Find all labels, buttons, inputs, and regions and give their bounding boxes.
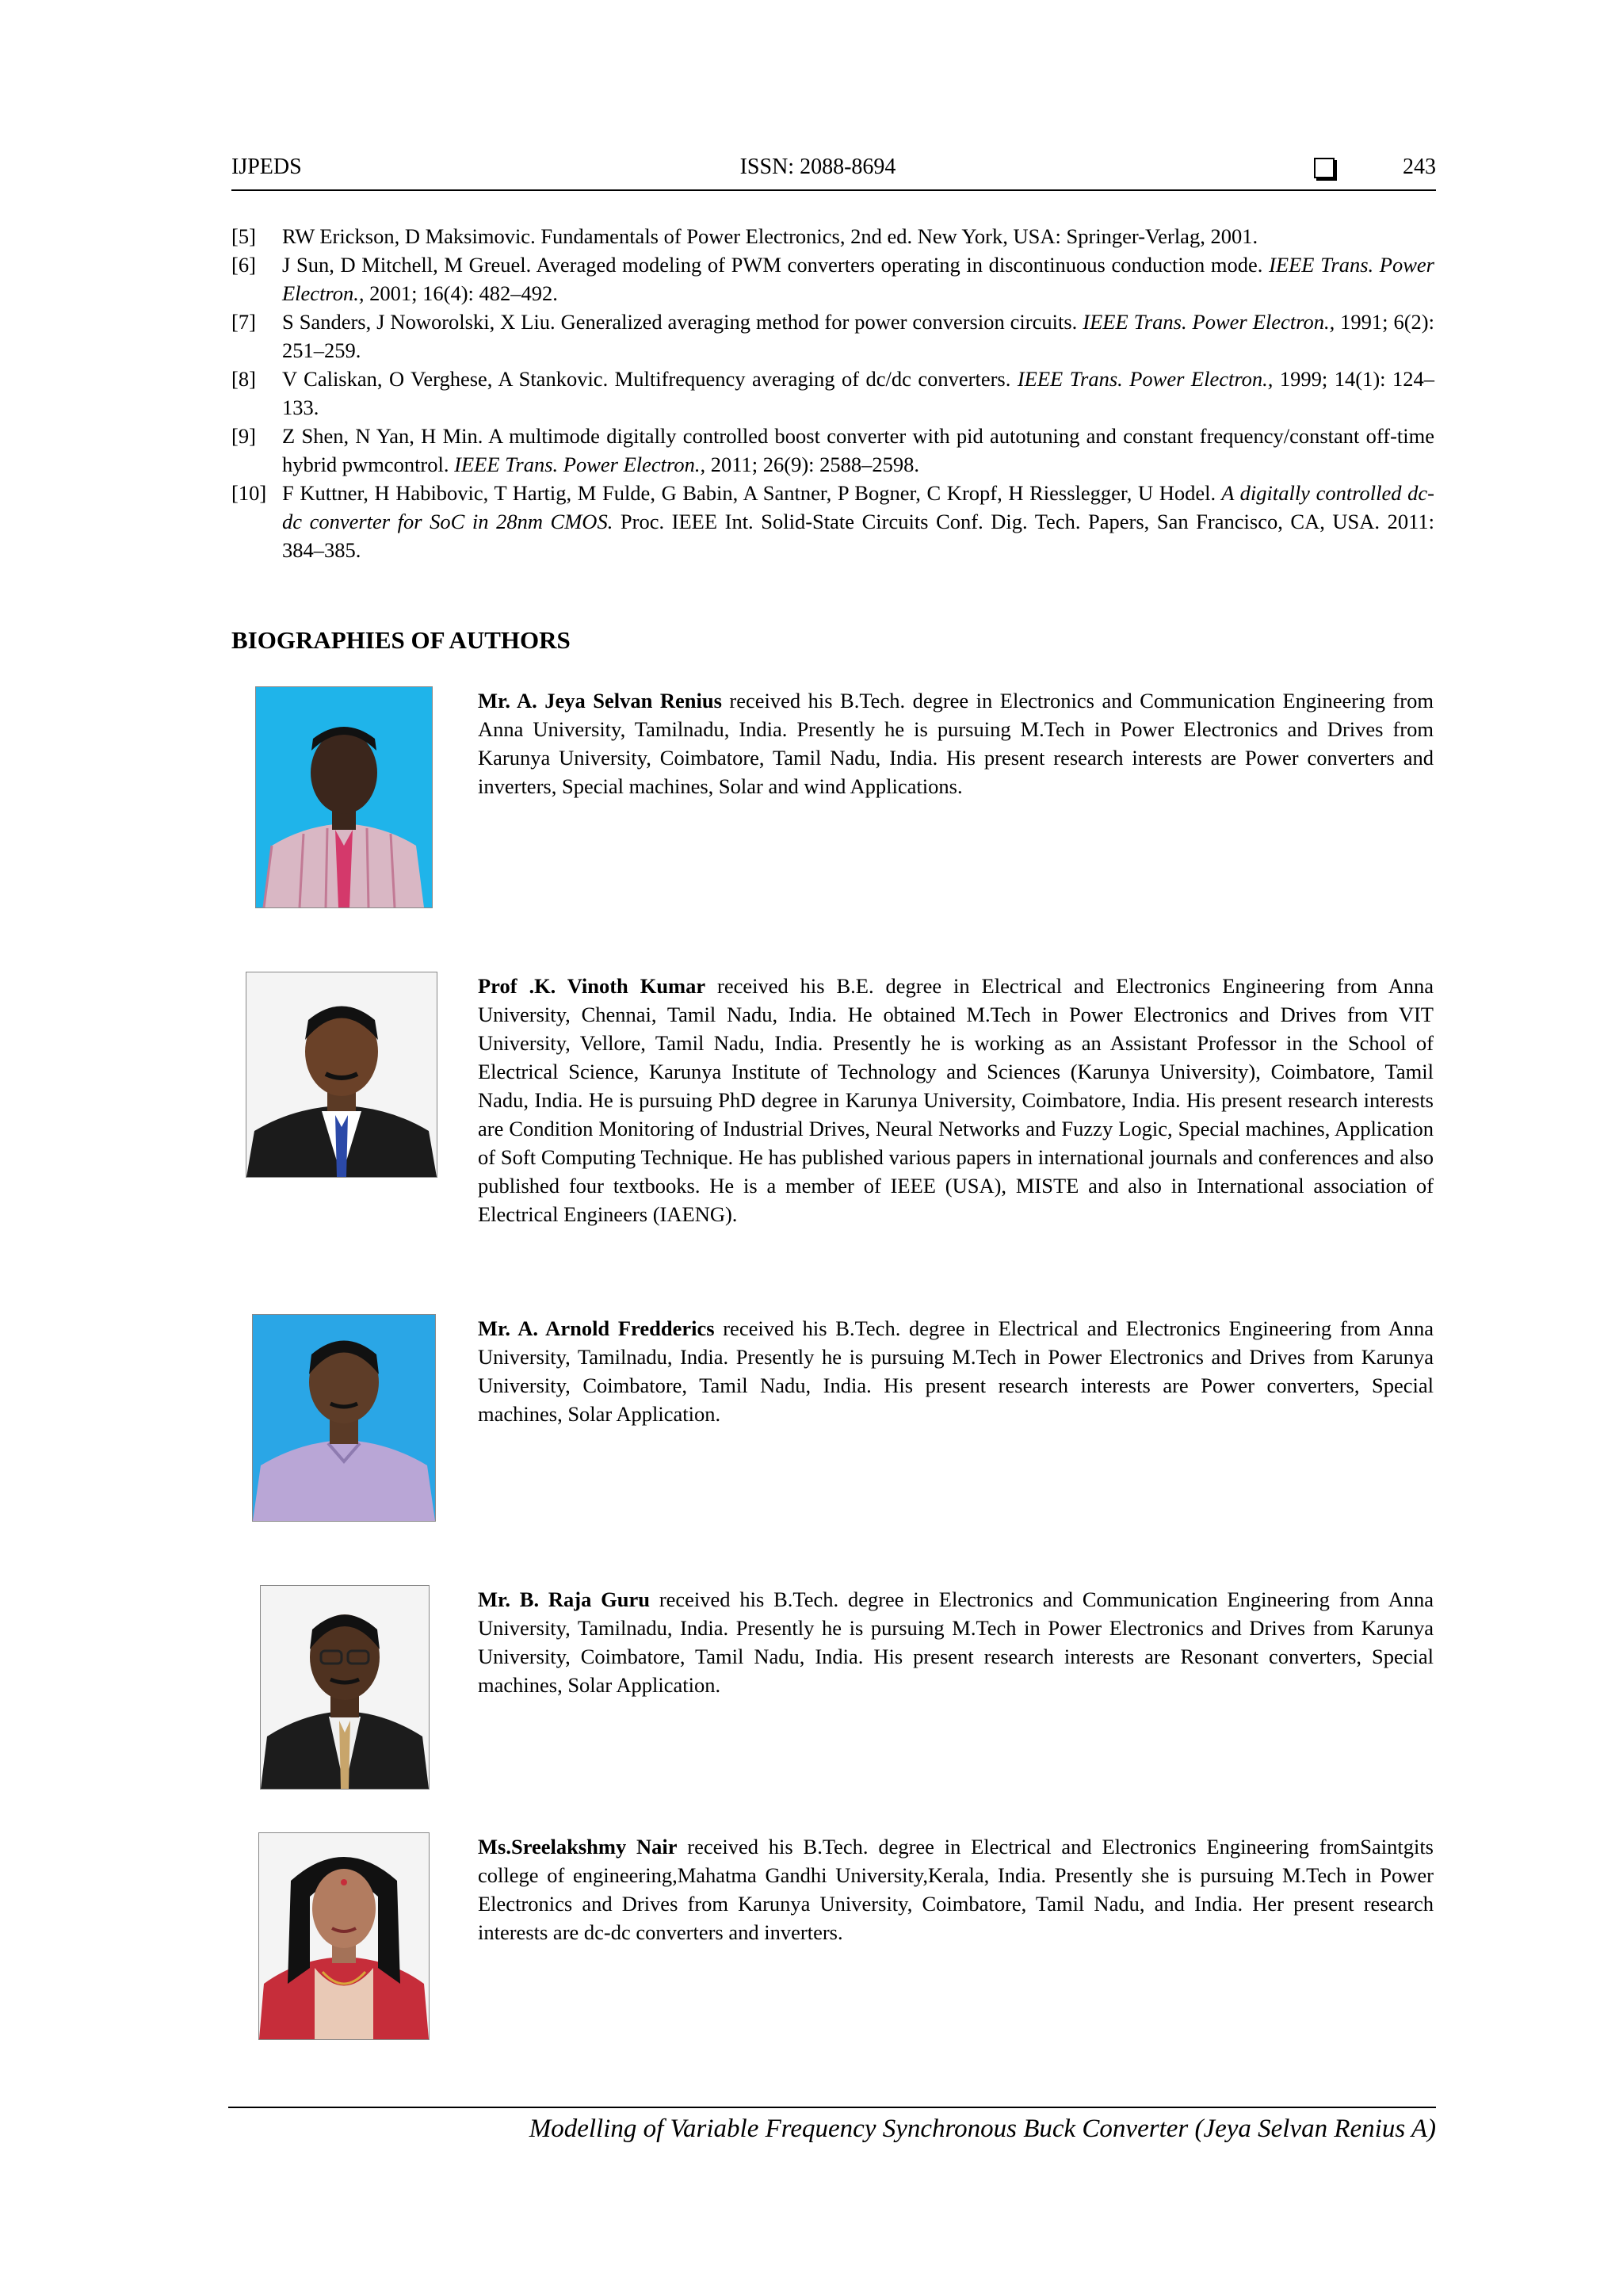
reference-journal: IEEE Trans. Power Electron.,	[282, 253, 1434, 305]
author-name: Mr. A. Arnold Fredderics	[478, 1316, 715, 1340]
reference-tail: 2011; 26(9): 2588–2598.	[705, 453, 920, 476]
bio-text	[478, 972, 1434, 1228]
page-number: 243	[1403, 155, 1436, 179]
reference-number: [8]	[231, 367, 256, 391]
issn: ISSN: 2088-8694	[739, 155, 896, 179]
reference-text: J Sun, D Mitchell, M Greuel. Averaged modeling of PWM converters operating in discontinuous conduction mode.	[282, 253, 1263, 277]
bio-text	[478, 686, 1434, 800]
reference-text: V Caliskan, O Verghese, A Stankovic. Multifrequency averaging of dc/dc converters.	[282, 367, 1011, 391]
author-name: Prof .K. Vinoth Kumar	[478, 974, 706, 998]
reference-journal: A digitally controlled dc-dc converter for SoC in 28nm CMOS.	[282, 481, 1434, 533]
author-photo	[260, 1585, 430, 1790]
bio-body: received his B.Tech. degree in Electrical and Electronics Engineering from Anna University, Tamilnadu, India. Presently he is pursuing M.Tech in Power Electronics and Drives from Karunya University, Coimbatore, Tamil Nadu, India. His present research interests are Power converters, Special machines, Solar Application.	[478, 1316, 1434, 1426]
reference-item	[231, 479, 1434, 564]
reference-text: S Sanders, J Noworolski, X Liu. Generalized averaging method for power conversion circuits.	[282, 310, 1078, 334]
reference-item	[231, 365, 1434, 422]
reference-tail: 1991; 6(2): 251–259.	[282, 310, 1434, 362]
reference-tail: Proc. IEEE Int. Solid-State Circuits Conf. Dig. Tech. Papers, San Francisco, CA, USA. 2011: 384–385.	[282, 510, 1434, 562]
bio-body: received his B.Tech. degree in Electrical and Electronics Engineering fromSaintgits college of engineering,Mahatma Gandhi University,Kerala, India. Presently she is pursuing M.Tech in Power Electronics and Drives from Karunya University, Coimbatore, Tamil Nadu, and India. Her present research interests are dc-dc converters and inverters.	[478, 1835, 1434, 1944]
bio-body: received his B.Tech. degree in Electronics and Communication Engineering from Anna University, Tamilnadu, India. Presently he is pursuing M.Tech in Power Electronics and Drives from Karunya University, Coimbatore, Tamil Nadu, India. His present research interests are Resonant converters, Special machines, Solar Application.	[478, 1587, 1434, 1697]
author-portrait-icon	[259, 1833, 429, 2039]
reference-text: Z Shen, N Yan, H Min. A multimode digitally controlled boost converter with pid autotuning and constant frequency/constant off-time hybrid pwmcontrol.	[282, 424, 1434, 476]
running-footer	[228, 2107, 1436, 2143]
author-name: Ms.Sreelakshmy Nair	[478, 1835, 678, 1859]
reference-item	[231, 222, 1434, 250]
reference-tail: 1999; 14(1): 124–133.	[282, 367, 1435, 419]
reference-item	[231, 308, 1434, 365]
author-photo	[258, 1832, 430, 2040]
author-photo	[252, 1314, 436, 1522]
author-photo	[246, 972, 437, 1178]
bio-text	[478, 1585, 1434, 1699]
running-header	[231, 155, 1436, 191]
reference-journal: IEEE Trans. Power Electron.,	[1077, 310, 1335, 334]
author-portrait-icon	[246, 972, 437, 1177]
biographies-heading: BIOGRAPHIES OF AUTHORS	[231, 626, 571, 654]
reference-text: RW Erickson, D Maksimovic. Fundamentals of Power Electronics, 2nd ed. New York, USA: Springer-Verlag, 2001.	[282, 224, 1258, 248]
author-photo	[255, 686, 433, 908]
reference-number: [5]	[231, 224, 256, 248]
bio-body: received his B.E. degree in Electrical and Electronics Engineering from Anna University, Chennai, Tamil Nadu, India. He obtained M.Tech in Power Electronics and Drives from VIT University, Vellore, Tamil Nadu, India. Presently he is working as an Assistant Professor in the School of Electrical Science, Karunya Institute of Technology and Sciences (Karunya University), Coimbatore, Tamil Nadu, India. He is pursuing PhD degree in Karunya University, Coimbatore, India. His present research interests are Condition Monitoring of Industrial Drives, Neural Networks and Fuzzy Logic, Special machines, Application of Soft Computing Technique. He has published various papers in international journals and conferences and also published four textbooks. He is a member of IEEE (USA), MISTE and also in International association of Electrical Engineers (IAENG).	[478, 974, 1434, 1226]
reference-number: [6]	[231, 253, 256, 277]
reference-journal: IEEE Trans. Power Electron.,	[449, 453, 706, 476]
footer-title: Modelling of Variable Frequency Synchronous Buck Converter (Jeya Selvan Renius A)	[529, 2115, 1436, 2143]
author-name: Mr. B. Raja Guru	[478, 1587, 651, 1611]
reference-number: [7]	[231, 310, 256, 334]
reference-item	[231, 250, 1434, 308]
reference-text: F Kuttner, H Habibovic, T Hartig, M Fulde, G Babin, A Santner, P Bogner, C Kropf, H Riesslegger, U Hodel.	[282, 481, 1216, 505]
journal-name: IJPEDS	[231, 155, 302, 179]
author-name: Mr. A. Jeya Selvan Renius	[478, 689, 722, 712]
bio-text	[478, 1832, 1434, 1946]
author-portrait-icon	[253, 1315, 435, 1521]
bio-body: received his B.Tech. degree in Electronics and Communication Engineering from Anna University, Tamilnadu, India. Presently he is pursuing M.Tech in Power Electronics and Drives from Karunya University, Coimbatore, Tamil Nadu, India. His present research interests are Power converters and inverters, Special machines, Solar and wind Applications.	[478, 689, 1434, 798]
reference-tail: 2001; 16(4): 482–492.	[364, 281, 558, 305]
reference-item	[231, 422, 1434, 479]
reference-journal: IEEE Trans. Power Electron.,	[1010, 367, 1274, 391]
reference-number: [10]	[231, 481, 267, 505]
reference-number: [9]	[231, 424, 256, 448]
author-portrait-icon	[261, 1586, 429, 1789]
checkbox-square-icon	[1314, 158, 1335, 178]
author-portrait-icon	[256, 687, 432, 907]
references-list	[231, 222, 1434, 564]
bio-text	[478, 1314, 1434, 1428]
